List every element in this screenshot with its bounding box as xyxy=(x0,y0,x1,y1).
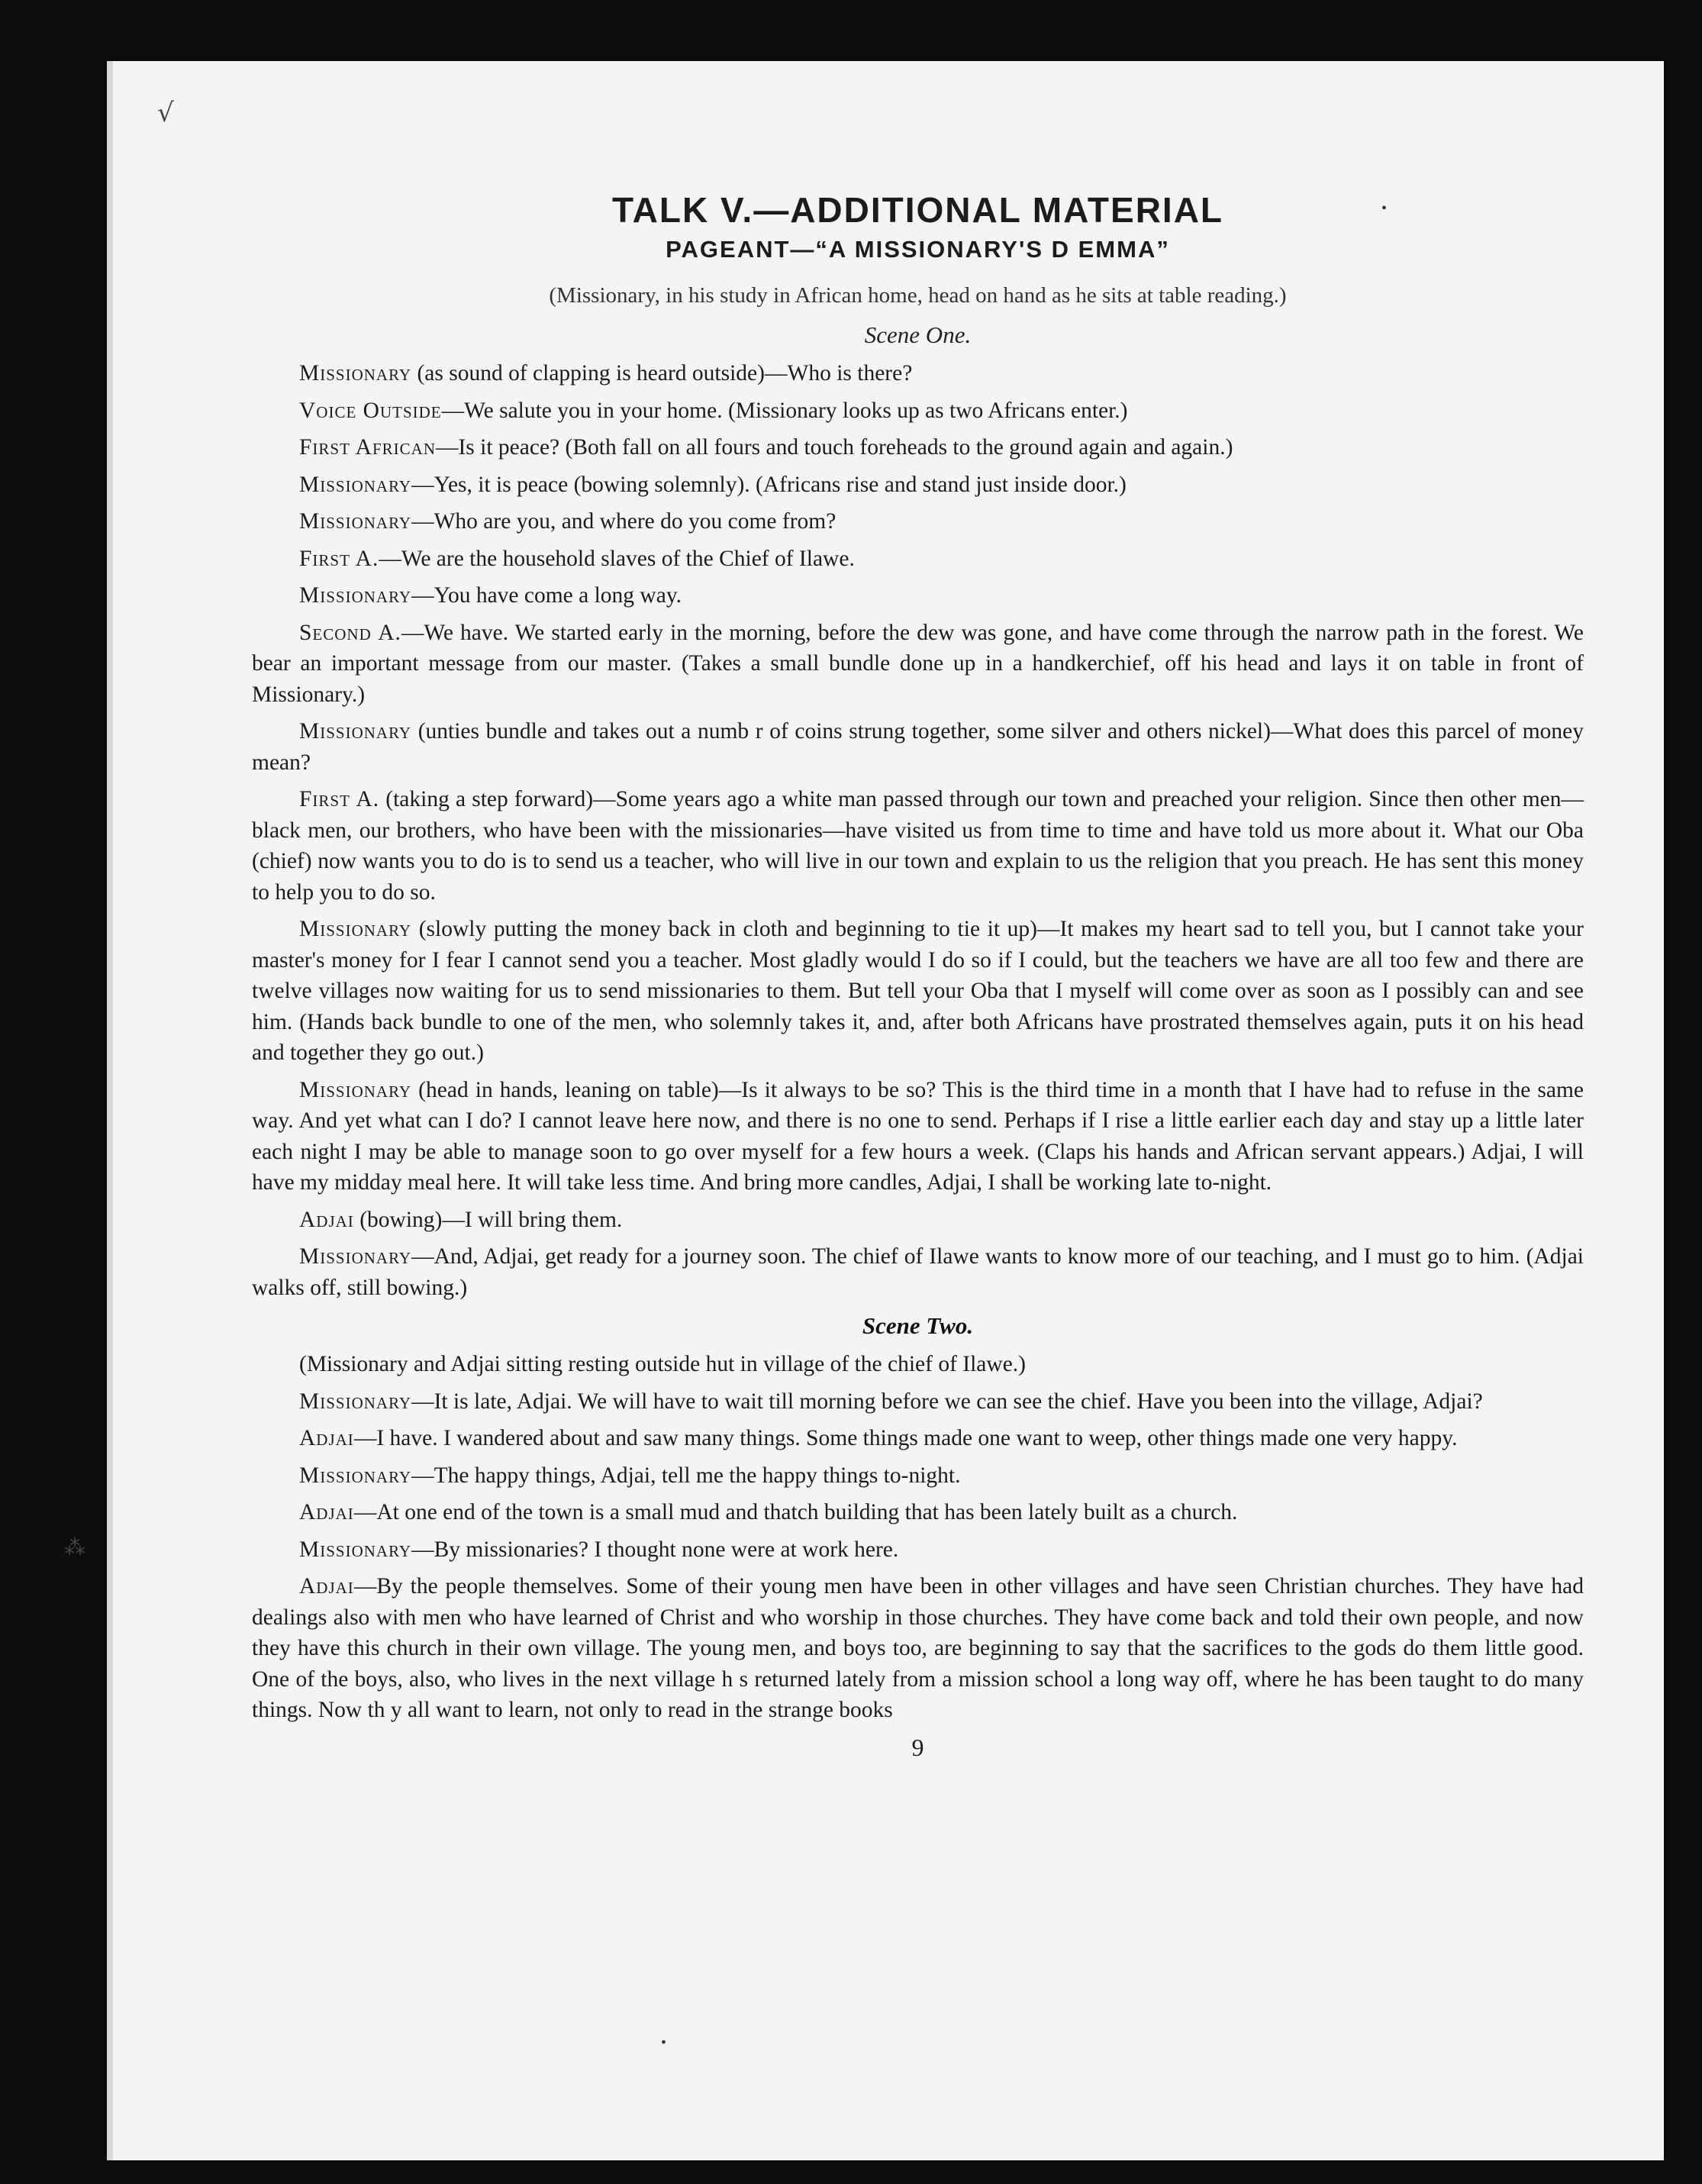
dialogue-text: —Who are you, and where do you come from? xyxy=(411,509,836,534)
scene-one-heading: Scene One. xyxy=(864,321,972,348)
dialogue-text: —It is late, Adjai. We will have to wait till morning before we can see the chief. Have you been into the village, Adjai? xyxy=(411,1389,1483,1414)
dialogue-line xyxy=(252,1571,1584,1726)
dialogue-line xyxy=(252,1075,1584,1198)
speaker-name: Adjai xyxy=(299,1207,354,1232)
speaker-name: First A. xyxy=(299,787,380,811)
dialogue-line xyxy=(252,618,1584,711)
dialogue-text: (slowly putting the money back in cloth and beginning to tie it up)—It makes my heart sad to tell you, but I cannot take your master's money for I fear I cannot send you a teacher. Most gladly would I do so if I could, but the teachers we have are all too few and there are twelve villages now waiting for us to send missionaries to them. But tell your Oba that I myself will come over as soon as I possibly can and see him. (Hands back bundle to one of the men, who solemnly takes it, and, after both Africans have prostrated themselves again, puts it on his head and together they go out.) xyxy=(252,917,1584,1065)
dialogue-line xyxy=(252,716,1584,778)
dialogue-line xyxy=(252,580,1584,611)
scene-two-dialogue xyxy=(252,1386,1584,1726)
dialogue-line xyxy=(252,1534,1584,1566)
dialogue-text: —You have come a long way. xyxy=(411,583,682,608)
page-title: TALK V.—ADDITIONAL MATERIAL xyxy=(611,190,1224,230)
dialogue-text: —We have. We started early in the morning, before the dew was gone, and have come through the narrow path in the forest. We bear an important message from our master. (Takes a small bundle done up in a handkerchief, off his head and lays it on table in front of Missionary.) xyxy=(252,620,1584,707)
dialogue-text: (bowing)—I will bring them. xyxy=(353,1207,623,1232)
dialogue-text: —We salute you in your home. (Missionary looks up as two Africans enter.) xyxy=(441,398,1128,423)
speaker-name: Missionary xyxy=(299,1463,412,1488)
dialogue-line xyxy=(252,469,1584,501)
dialogue-text: —At one end of the town is a small mud and thatch building that has been lately built as a church. xyxy=(353,1500,1238,1524)
speaker-name: Adjai xyxy=(299,1426,354,1450)
scene-two-stage-direction: (Missionary and Adjai sitting resting outside hut in village of the chief of Ilawe.) xyxy=(299,1352,1026,1376)
dialogue-text: —By missionaries? I thought none were at work here. xyxy=(411,1537,899,1562)
dialogue-line xyxy=(252,1205,1584,1236)
dialogue-line xyxy=(252,395,1584,427)
page-number: 9 xyxy=(911,1733,924,1761)
speaker-name: First African xyxy=(299,435,436,460)
dialogue-line xyxy=(252,1460,1584,1492)
page-edge xyxy=(107,61,113,2160)
speaker-name: Missionary xyxy=(299,1244,412,1269)
dialogue-text: —I have. I wandered about and saw many things. Some things made one want to weep, other things made one very happy. xyxy=(353,1426,1458,1450)
speck: • xyxy=(661,2034,667,2051)
dialogue-text: (as sound of clapping is heard outside)—Who is there? xyxy=(411,361,913,386)
dialogue-line xyxy=(252,506,1584,537)
dialogue-text: —Yes, it is peace (bowing solemnly). (Africans rise and stand just inside door.) xyxy=(411,472,1127,497)
speaker-name: Missionary xyxy=(299,361,412,386)
dialogue-text: (head in hands, leaning on table)—Is it always to be so? This is the third time in a month that I have had to refuse in the same way. And yet what can I do? I cannot leave here now, and there is no one to send. Perhaps if I rise a little earlier each day and stay up a little later each night I may be able to manage soon to go over myself for a few hours a week. (Claps his hands and African servant appears.) Adjai, I will have my midday meal here. It will take less time. And bring more candles, Adjai, I shall be working late to-night. xyxy=(252,1077,1584,1195)
speaker-name: Missionary xyxy=(299,472,412,497)
speaker-name: Missionary xyxy=(299,1077,412,1102)
dialogue-line xyxy=(252,1497,1584,1528)
speaker-name: Missionary xyxy=(299,583,412,608)
dialogue-line xyxy=(252,358,1584,389)
dialogue-text: —The happy things, Adjai, tell me the happy things to-night. xyxy=(411,1463,961,1488)
margin-checkmark: √ xyxy=(157,98,174,128)
dialogue-text: (taking a step forward)—Some years ago a white man passed through our town and preached your religion. Since then other men—black men, our brothers, who have been with the missionaries—have visited us from time to time and have told us more about it. What our Oba (chief) now wants you to do is to send us a teacher, who will live in our town and explain to us the religion that you preach. He has sent this money to help you to do so. xyxy=(252,787,1584,905)
speaker-name: Missionary xyxy=(299,509,412,534)
dialogue-text: —And, Adjai, get ready for a journey soon. The chief of Ilawe wants to know more of our teaching, and I must go to him. (Adjai walks off, still bowing.) xyxy=(252,1244,1584,1300)
dialogue-line xyxy=(252,1386,1584,1418)
dialogue-line xyxy=(252,784,1584,908)
dialogue-line xyxy=(252,1423,1584,1454)
speaker-name: Missionary xyxy=(299,1389,412,1414)
speaker-name: Second A. xyxy=(299,620,401,645)
scene-one-dialogue xyxy=(252,358,1584,1303)
page-subtitle: PAGEANT—“A MISSIONARY'S D EMMA” xyxy=(666,236,1170,263)
scene-two-heading: Scene Two. xyxy=(862,1312,974,1339)
dialogue-line xyxy=(252,914,1584,1069)
speaker-name: First A. xyxy=(299,546,379,571)
speaker-name: Missionary xyxy=(299,917,412,941)
dialogue-text: —By the people themselves. Some of their young men have been in other villages and have seen Christian churches. They have had dealings also with men who have learned of Christ and who worship in those churches. They have come back and told their own people, and now they have this church in their own village. The young men, and boys too, are beginning to say that the sacrifices to the gods do them little good. One of the boys, also, who lives in the next village h s returned lately from a mission school a long way off, where he has been taught to do many things. Now th y all want to learn, not only to read in the strange books xyxy=(252,1574,1584,1722)
speaker-name: Missionary xyxy=(299,1537,412,1562)
dialogue-line xyxy=(252,1241,1584,1303)
speaker-name: Adjai xyxy=(299,1574,354,1598)
dialogue-text: (unties bundle and takes out a numb r of coins strung together, some silver and others nickel)—What does this parcel of money mean? xyxy=(252,719,1584,775)
dialogue-text: —Is it peace? (Both fall on all fours and touch foreheads to the ground again and again.) xyxy=(435,435,1233,460)
dialogue-text: —We are the household slaves of the Chief of Ilawe. xyxy=(379,546,855,571)
dialogue-line xyxy=(252,544,1584,575)
speaker-name: Adjai xyxy=(299,1500,354,1524)
page-content xyxy=(252,187,1584,1763)
speck: • xyxy=(1381,200,1388,217)
margin-scribble: ⁂ xyxy=(64,1534,85,1560)
speaker-name: Missionary xyxy=(299,719,412,744)
speaker-name: Voice Outside xyxy=(299,398,442,423)
opening-stage-direction: (Missionary, in his study in African home, head on hand as he sits at table reading.) xyxy=(549,283,1287,308)
dialogue-line xyxy=(252,432,1584,463)
